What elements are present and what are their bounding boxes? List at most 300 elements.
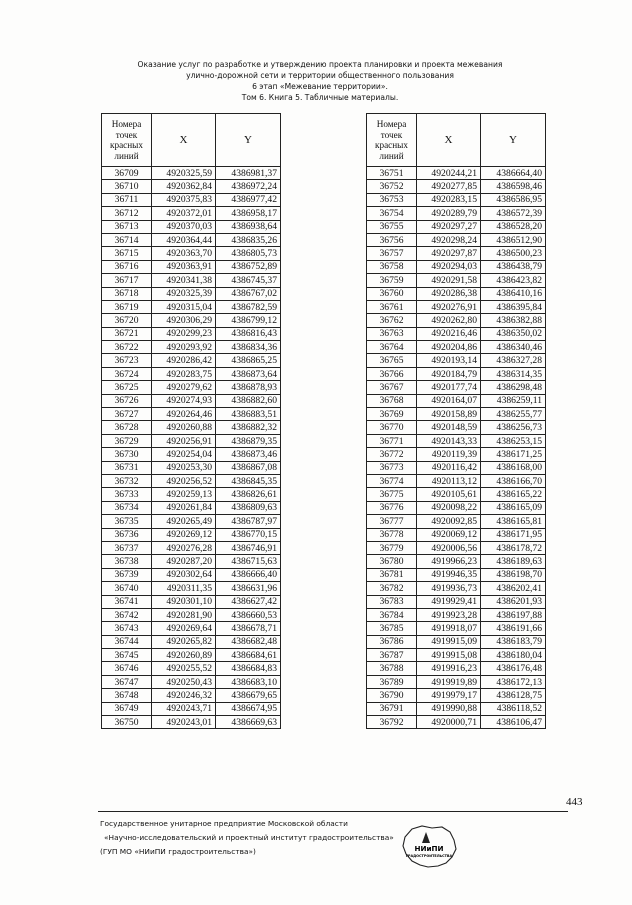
point-number-cell: 36713 — [102, 220, 152, 233]
point-number-cell: 36780 — [367, 555, 417, 568]
table-row — [102, 381, 281, 394]
column-header-x: X — [417, 114, 481, 167]
x-coordinate-cell: 4920000,71 — [417, 716, 481, 729]
table-row — [102, 408, 281, 421]
y-coordinate-cell: 4386678,71 — [216, 622, 281, 635]
y-coordinate-cell: 4386782,59 — [216, 300, 281, 313]
x-coordinate-cell: 4920297,27 — [417, 220, 481, 233]
x-coordinate-cell: 4920315,04 — [152, 300, 216, 313]
y-coordinate-cell: 4386679,65 — [216, 689, 281, 702]
table-row — [367, 515, 546, 528]
table-row — [367, 501, 546, 514]
table-row — [367, 180, 546, 193]
x-coordinate-cell: 4920298,24 — [417, 233, 481, 246]
y-coordinate-cell: 4386845,35 — [216, 474, 281, 487]
column-header-point-number — [367, 114, 417, 167]
point-number-cell: 36716 — [102, 260, 152, 273]
y-coordinate-cell: 4386259,11 — [481, 394, 546, 407]
y-coordinate-cell: 4386106,47 — [481, 716, 546, 729]
point-number-cell: 36786 — [367, 635, 417, 648]
document-footer — [100, 817, 394, 859]
y-coordinate-cell: 4386809,63 — [216, 501, 281, 514]
x-coordinate-cell: 4920177,74 — [417, 381, 481, 394]
y-coordinate-cell: 4386314,35 — [481, 367, 546, 380]
y-coordinate-cell: 4386253,15 — [481, 434, 546, 447]
point-number-cell: 36789 — [367, 675, 417, 688]
table-row — [102, 167, 281, 180]
x-coordinate-cell: 4920299,23 — [152, 327, 216, 340]
table-row — [367, 233, 546, 246]
table-row — [102, 501, 281, 514]
x-coordinate-cell: 4919916,23 — [417, 662, 481, 675]
point-number-cell: 36772 — [367, 448, 417, 461]
column-header-y: Y — [481, 114, 546, 167]
x-coordinate-cell: 4920274,93 — [152, 394, 216, 407]
y-coordinate-cell: 4386586,95 — [481, 193, 546, 206]
table-row — [102, 622, 281, 635]
point-number-cell: 36715 — [102, 247, 152, 260]
x-coordinate-cell: 4920279,62 — [152, 381, 216, 394]
point-number-cell: 36724 — [102, 367, 152, 380]
x-coordinate-cell: 4920363,70 — [152, 247, 216, 260]
y-coordinate-cell: 4386395,84 — [481, 300, 546, 313]
table-row — [367, 488, 546, 501]
table-row — [102, 314, 281, 327]
table-row — [367, 394, 546, 407]
y-coordinate-cell: 4386816,43 — [216, 327, 281, 340]
point-number-cell: 36729 — [102, 434, 152, 447]
header-line-1: Оказание услуг по разработке и утверждению проекта планировки и проекта межевания — [137, 60, 503, 69]
table-row — [367, 314, 546, 327]
page-number: 443 — [566, 796, 583, 808]
x-coordinate-cell: 4919915,08 — [417, 649, 481, 662]
x-coordinate-cell: 4920283,75 — [152, 367, 216, 380]
point-number-cell: 36776 — [367, 501, 417, 514]
table-row — [367, 367, 546, 380]
point-number-cell: 36720 — [102, 314, 152, 327]
x-coordinate-cell: 4919946,35 — [417, 568, 481, 581]
table-row — [367, 474, 546, 487]
table-row — [367, 220, 546, 233]
y-coordinate-cell: 4386664,40 — [481, 167, 546, 180]
x-coordinate-cell: 4920294,03 — [417, 260, 481, 273]
y-coordinate-cell: 4386410,16 — [481, 287, 546, 300]
table-row — [367, 408, 546, 421]
x-coordinate-cell: 4920261,84 — [152, 501, 216, 514]
x-coordinate-cell: 4920276,28 — [152, 541, 216, 554]
x-coordinate-cell: 4920244,21 — [417, 167, 481, 180]
table-row — [102, 247, 281, 260]
point-number-cell: 36774 — [367, 474, 417, 487]
x-coordinate-cell: 4920105,61 — [417, 488, 481, 501]
point-number-cell: 36791 — [367, 702, 417, 715]
table-row — [102, 260, 281, 273]
point-number-cell: 36757 — [367, 247, 417, 260]
point-number-cell: 36787 — [367, 649, 417, 662]
coordinates-table-right — [366, 113, 546, 729]
footer-divider — [98, 811, 568, 812]
x-coordinate-cell: 4920287,20 — [152, 555, 216, 568]
x-coordinate-cell: 4920301,10 — [152, 595, 216, 608]
point-number-cell: 36714 — [102, 233, 152, 246]
table-row — [367, 193, 546, 206]
point-number-cell: 36737 — [102, 541, 152, 554]
x-coordinate-cell: 4920341,38 — [152, 274, 216, 287]
x-coordinate-cell: 4920204,86 — [417, 341, 481, 354]
point-number-cell: 36741 — [102, 595, 152, 608]
y-coordinate-cell: 4386972,24 — [216, 180, 281, 193]
point-number-cell: 36742 — [102, 608, 152, 621]
table-row — [102, 274, 281, 287]
y-coordinate-cell: 4386438,79 — [481, 260, 546, 273]
x-coordinate-cell: 4920006,56 — [417, 541, 481, 554]
x-coordinate-cell: 4920193,14 — [417, 354, 481, 367]
x-coordinate-cell: 4920276,91 — [417, 300, 481, 313]
table-row — [102, 608, 281, 621]
x-coordinate-cell: 4919918,07 — [417, 622, 481, 635]
point-number-cell: 36709 — [102, 167, 152, 180]
x-coordinate-cell: 4920277,85 — [417, 180, 481, 193]
table-row — [102, 528, 281, 541]
x-coordinate-cell: 4920283,15 — [417, 193, 481, 206]
x-coordinate-cell: 4920265,82 — [152, 635, 216, 648]
x-coordinate-cell: 4920148,59 — [417, 421, 481, 434]
point-number-cell: 36728 — [102, 421, 152, 434]
y-coordinate-cell: 4386598,46 — [481, 180, 546, 193]
y-coordinate-cell: 4386834,36 — [216, 341, 281, 354]
y-coordinate-cell: 4386512,90 — [481, 233, 546, 246]
table-row — [102, 394, 281, 407]
y-coordinate-cell: 4386172,13 — [481, 675, 546, 688]
x-coordinate-cell: 4920116,42 — [417, 461, 481, 474]
header-word: линий — [114, 150, 139, 161]
x-coordinate-cell: 4920256,91 — [152, 434, 216, 447]
table-row — [367, 461, 546, 474]
table-row — [102, 568, 281, 581]
point-number-cell: 36721 — [102, 327, 152, 340]
y-coordinate-cell: 4386826,61 — [216, 488, 281, 501]
y-coordinate-cell: 4386981,37 — [216, 167, 281, 180]
y-coordinate-cell: 4386977,42 — [216, 193, 281, 206]
point-number-cell: 36754 — [367, 207, 417, 220]
table-row — [102, 367, 281, 380]
y-coordinate-cell: 4386528,20 — [481, 220, 546, 233]
x-coordinate-cell: 4920306,29 — [152, 314, 216, 327]
y-coordinate-cell: 4386298,48 — [481, 381, 546, 394]
point-number-cell: 36792 — [367, 716, 417, 729]
point-number-cell: 36748 — [102, 689, 152, 702]
table-row — [367, 528, 546, 541]
table-row — [367, 300, 546, 313]
x-coordinate-cell: 4920281,90 — [152, 608, 216, 621]
y-coordinate-cell: 4386683,10 — [216, 675, 281, 688]
x-coordinate-cell: 4920286,42 — [152, 354, 216, 367]
table-row — [102, 474, 281, 487]
point-number-cell: 36743 — [102, 622, 152, 635]
table-row — [367, 287, 546, 300]
y-coordinate-cell: 4386327,28 — [481, 354, 546, 367]
table-row — [367, 662, 546, 675]
y-coordinate-cell: 4386198,70 — [481, 568, 546, 581]
table-row — [367, 260, 546, 273]
y-coordinate-cell: 4386201,93 — [481, 595, 546, 608]
point-number-cell: 36778 — [367, 528, 417, 541]
point-number-cell: 36746 — [102, 662, 152, 675]
point-number-cell: 36727 — [102, 408, 152, 421]
y-coordinate-cell: 4386202,41 — [481, 582, 546, 595]
table-row — [102, 488, 281, 501]
point-number-cell: 36766 — [367, 367, 417, 380]
y-coordinate-cell: 4386166,70 — [481, 474, 546, 487]
table-row — [102, 233, 281, 246]
table-row — [102, 300, 281, 313]
table-row — [367, 274, 546, 287]
x-coordinate-cell: 4920372,01 — [152, 207, 216, 220]
point-number-cell: 36783 — [367, 595, 417, 608]
point-number-cell: 36768 — [367, 394, 417, 407]
table-row — [367, 354, 546, 367]
y-coordinate-cell: 4386350,02 — [481, 327, 546, 340]
table-row — [102, 327, 281, 340]
x-coordinate-cell: 4920289,79 — [417, 207, 481, 220]
point-number-cell: 36765 — [367, 354, 417, 367]
y-coordinate-cell: 4386865,25 — [216, 354, 281, 367]
point-number-cell: 36773 — [367, 461, 417, 474]
x-coordinate-cell: 4920291,58 — [417, 274, 481, 287]
point-number-cell: 36731 — [102, 461, 152, 474]
y-coordinate-cell: 4386674,95 — [216, 702, 281, 715]
point-number-cell: 36733 — [102, 488, 152, 501]
point-number-cell: 36760 — [367, 287, 417, 300]
y-coordinate-cell: 4386873,46 — [216, 448, 281, 461]
point-number-cell: 36725 — [102, 381, 152, 394]
table-row — [367, 448, 546, 461]
table-row — [367, 622, 546, 635]
point-number-cell: 36770 — [367, 421, 417, 434]
y-coordinate-cell: 4386189,63 — [481, 555, 546, 568]
table-row — [102, 675, 281, 688]
header-word: красных — [375, 140, 408, 150]
point-number-cell: 36711 — [102, 193, 152, 206]
y-coordinate-cell: 4386882,32 — [216, 421, 281, 434]
x-coordinate-cell: 4920069,12 — [417, 528, 481, 541]
table-row — [367, 689, 546, 702]
y-coordinate-cell: 4386878,93 — [216, 381, 281, 394]
table-row — [367, 595, 546, 608]
y-coordinate-cell: 4386799,12 — [216, 314, 281, 327]
y-coordinate-cell: 4386958,17 — [216, 207, 281, 220]
x-coordinate-cell: 4920363,91 — [152, 260, 216, 273]
point-number-cell: 36753 — [367, 193, 417, 206]
y-coordinate-cell: 4386168,00 — [481, 461, 546, 474]
x-coordinate-cell: 4920375,83 — [152, 193, 216, 206]
y-coordinate-cell: 4386745,37 — [216, 274, 281, 287]
x-coordinate-cell: 4919979,17 — [417, 689, 481, 702]
table-row — [367, 247, 546, 260]
table-row — [367, 649, 546, 662]
table-row — [367, 327, 546, 340]
point-number-cell: 36723 — [102, 354, 152, 367]
header-word: Номера — [111, 119, 142, 129]
table-row — [367, 608, 546, 621]
table-row — [367, 555, 546, 568]
y-coordinate-cell: 4386423,82 — [481, 274, 546, 287]
y-coordinate-cell: 4386340,46 — [481, 341, 546, 354]
y-coordinate-cell: 4386715,63 — [216, 555, 281, 568]
x-coordinate-cell: 4919923,28 — [417, 608, 481, 621]
x-coordinate-cell: 4919966,23 — [417, 555, 481, 568]
point-number-cell: 36719 — [102, 300, 152, 313]
y-coordinate-cell: 4386883,51 — [216, 408, 281, 421]
table-row — [367, 582, 546, 595]
y-coordinate-cell: 4386118,52 — [481, 702, 546, 715]
point-number-cell: 36710 — [102, 180, 152, 193]
point-number-cell: 36734 — [102, 501, 152, 514]
table-row — [367, 702, 546, 715]
point-number-cell: 36788 — [367, 662, 417, 675]
point-number-cell: 36730 — [102, 448, 152, 461]
table-row — [102, 341, 281, 354]
header-line-3: 6 этап «Межевание территории». — [252, 82, 388, 91]
x-coordinate-cell: 4920269,12 — [152, 528, 216, 541]
point-number-cell: 36761 — [367, 300, 417, 313]
table-row — [102, 421, 281, 434]
x-coordinate-cell: 4920243,01 — [152, 716, 216, 729]
x-coordinate-cell: 4920119,39 — [417, 448, 481, 461]
point-number-cell: 36750 — [102, 716, 152, 729]
x-coordinate-cell: 4920265,49 — [152, 515, 216, 528]
x-coordinate-cell: 4920158,89 — [417, 408, 481, 421]
x-coordinate-cell: 4920255,52 — [152, 662, 216, 675]
x-coordinate-cell: 4920262,80 — [417, 314, 481, 327]
x-coordinate-cell: 4920260,88 — [152, 421, 216, 434]
x-coordinate-cell: 4920370,03 — [152, 220, 216, 233]
header-line-2: улично-дорожной сети и территории общественного пользования — [186, 71, 454, 80]
x-coordinate-cell: 4920113,12 — [417, 474, 481, 487]
x-coordinate-cell: 4920143,33 — [417, 434, 481, 447]
x-coordinate-cell: 4920260,89 — [152, 649, 216, 662]
x-coordinate-cell: 4920325,59 — [152, 167, 216, 180]
table-row — [102, 582, 281, 595]
y-coordinate-cell: 4386382,88 — [481, 314, 546, 327]
header-line-4: Том 6. Книга 5. Табличные материалы. — [241, 93, 399, 102]
point-number-cell: 36790 — [367, 689, 417, 702]
table-row — [102, 434, 281, 447]
point-number-cell: 36764 — [367, 341, 417, 354]
y-coordinate-cell: 4386787,97 — [216, 515, 281, 528]
point-number-cell: 36762 — [367, 314, 417, 327]
table-row — [367, 207, 546, 220]
y-coordinate-cell: 4386180,04 — [481, 649, 546, 662]
x-coordinate-cell: 4920254,04 — [152, 448, 216, 461]
footer-institute: «Научно-исследовательский и проектный институт градостроительства» — [104, 833, 394, 842]
y-coordinate-cell: 4386867,08 — [216, 461, 281, 474]
point-number-cell: 36767 — [367, 381, 417, 394]
table-row — [102, 515, 281, 528]
y-coordinate-cell: 4386669,63 — [216, 716, 281, 729]
y-coordinate-cell: 4386660,53 — [216, 608, 281, 621]
y-coordinate-cell: 4386165,22 — [481, 488, 546, 501]
table-row — [102, 716, 281, 729]
table-row — [102, 595, 281, 608]
y-coordinate-cell: 4386767,02 — [216, 287, 281, 300]
x-coordinate-cell: 4920246,32 — [152, 689, 216, 702]
point-number-cell: 36747 — [102, 675, 152, 688]
header-word: точек — [380, 129, 403, 140]
y-coordinate-cell: 4386178,72 — [481, 541, 546, 554]
x-coordinate-cell: 4920259,13 — [152, 488, 216, 501]
header-word: Номера — [376, 119, 407, 129]
point-number-cell: 36732 — [102, 474, 152, 487]
x-coordinate-cell: 4920325,39 — [152, 287, 216, 300]
table-row — [367, 341, 546, 354]
point-number-cell: 36749 — [102, 702, 152, 715]
x-coordinate-cell: 4920164,07 — [417, 394, 481, 407]
table-row — [102, 180, 281, 193]
x-coordinate-cell: 4920098,22 — [417, 501, 481, 514]
point-number-cell: 36735 — [102, 515, 152, 528]
point-number-cell: 36718 — [102, 287, 152, 300]
y-coordinate-cell: 4386256,73 — [481, 421, 546, 434]
coordinates-table-left — [101, 113, 281, 729]
table-row — [102, 541, 281, 554]
column-header-y: Y — [216, 114, 281, 167]
x-coordinate-cell: 4920243,71 — [152, 702, 216, 715]
point-number-cell: 36771 — [367, 434, 417, 447]
point-number-cell: 36763 — [367, 327, 417, 340]
y-coordinate-cell: 4386183,79 — [481, 635, 546, 648]
footer-organization: Государственное унитарное предприятие Московской области — [100, 819, 348, 828]
y-coordinate-cell: 4386191,66 — [481, 622, 546, 635]
x-coordinate-cell: 4920297,87 — [417, 247, 481, 260]
point-number-cell: 36726 — [102, 394, 152, 407]
y-coordinate-cell: 4386938,64 — [216, 220, 281, 233]
table-row — [367, 541, 546, 554]
x-coordinate-cell: 4920253,30 — [152, 461, 216, 474]
y-coordinate-cell: 4386572,39 — [481, 207, 546, 220]
point-number-cell: 36777 — [367, 515, 417, 528]
table-row — [367, 635, 546, 648]
point-number-cell: 36781 — [367, 568, 417, 581]
y-coordinate-cell: 4386171,95 — [481, 528, 546, 541]
point-number-cell: 36736 — [102, 528, 152, 541]
x-coordinate-cell: 4919936,73 — [417, 582, 481, 595]
x-coordinate-cell: 4920092,85 — [417, 515, 481, 528]
y-coordinate-cell: 4386684,83 — [216, 662, 281, 675]
point-number-cell: 36722 — [102, 341, 152, 354]
point-number-cell: 36744 — [102, 635, 152, 648]
point-number-cell: 36751 — [367, 167, 417, 180]
table-row — [102, 220, 281, 233]
table-row — [367, 167, 546, 180]
x-coordinate-cell: 4920293,92 — [152, 341, 216, 354]
table-row — [102, 207, 281, 220]
y-coordinate-cell: 4386805,73 — [216, 247, 281, 260]
x-coordinate-cell: 4919929,41 — [417, 595, 481, 608]
footer-abbreviation: (ГУП МО «НИиПИ градостроительства») — [100, 847, 256, 856]
logo-name: НИиПИ — [414, 844, 444, 853]
header-word: красных — [110, 140, 143, 150]
x-coordinate-cell: 4920286,38 — [417, 287, 481, 300]
point-number-cell: 36775 — [367, 488, 417, 501]
point-number-cell: 36782 — [367, 582, 417, 595]
point-number-cell: 36755 — [367, 220, 417, 233]
x-coordinate-cell: 4919990,88 — [417, 702, 481, 715]
point-number-cell: 36717 — [102, 274, 152, 287]
table-row — [102, 649, 281, 662]
y-coordinate-cell: 4386835,26 — [216, 233, 281, 246]
y-coordinate-cell: 4386752,89 — [216, 260, 281, 273]
